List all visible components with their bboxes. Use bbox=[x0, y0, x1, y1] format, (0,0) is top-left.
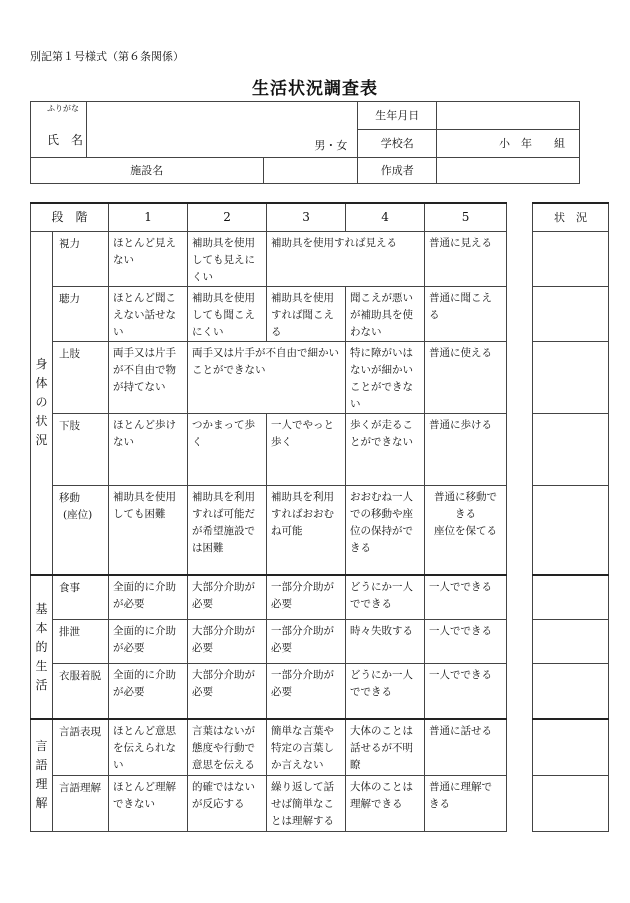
gender-options[interactable]: 男・女 bbox=[314, 139, 348, 152]
level-5-header: 5 bbox=[425, 203, 507, 231]
level-cell[interactable]: 普通に使える bbox=[425, 341, 507, 413]
level-cell[interactable]: おおむね一人での移動や座位の保持ができる bbox=[346, 485, 425, 575]
status-cell[interactable] bbox=[533, 485, 609, 575]
status-cell[interactable] bbox=[533, 775, 609, 831]
status-cell[interactable] bbox=[533, 619, 609, 663]
level-cell[interactable]: 全面的に介助が必要 bbox=[109, 663, 188, 719]
level-cell[interactable]: つかまって歩く bbox=[188, 413, 267, 485]
level-cell[interactable]: 時々失敗する bbox=[346, 619, 425, 663]
level-cell[interactable]: 大体のことは理解できる bbox=[346, 775, 425, 831]
section-title-daily: 基 本 的 生 活 bbox=[31, 575, 53, 719]
table-row bbox=[31, 341, 507, 413]
level-cell[interactable] bbox=[425, 485, 507, 575]
author-field[interactable] bbox=[437, 158, 580, 184]
level-cell[interactable]: 大部分介助が必要 bbox=[188, 663, 267, 719]
level-cell[interactable]: ほとんど歩けない bbox=[109, 413, 188, 485]
level-4-header: 4 bbox=[346, 203, 425, 231]
level-cell[interactable]: 両手又は片手が不自由で細かいことができない bbox=[188, 341, 346, 413]
level-cell[interactable]: 一部分介助が必要 bbox=[267, 619, 346, 663]
survey-table bbox=[30, 202, 507, 832]
level-header: 段 階 bbox=[31, 203, 109, 231]
level-cell[interactable]: 普通に話せる bbox=[425, 719, 507, 775]
level-cell[interactable]: 大部分介助が必要 bbox=[188, 619, 267, 663]
status-cell[interactable] bbox=[533, 719, 609, 775]
level-cell[interactable]: 全面的に介助が必要 bbox=[109, 619, 188, 663]
section-title-language: 言 語 理 解 bbox=[31, 719, 53, 831]
status-cell[interactable] bbox=[533, 575, 609, 619]
form-caption: 別記第１号様式（第６条関係） bbox=[30, 50, 184, 63]
school-label: 学校名 bbox=[358, 130, 437, 158]
table-row bbox=[31, 575, 507, 619]
table-row bbox=[31, 413, 507, 485]
level-3-header: 3 bbox=[267, 203, 346, 231]
level-cell[interactable]: 歩くが走ることができない bbox=[346, 413, 425, 485]
level-cell[interactable]: 特に障がいはないが細かいことができない bbox=[346, 341, 425, 413]
author-label: 作成者 bbox=[358, 158, 437, 184]
level-cell[interactable]: 補助具を使用すれば見える bbox=[267, 231, 425, 286]
row-label-hearing: 聴力 bbox=[53, 286, 109, 341]
level-cell[interactable]: 普通に理解できる bbox=[425, 775, 507, 831]
level-cell[interactable]: 普通に聞こえる bbox=[425, 286, 507, 341]
birthdate-label: 生年月日 bbox=[358, 102, 437, 130]
level-cell[interactable]: 一人でやっと歩く bbox=[267, 413, 346, 485]
level-cell[interactable]: 普通に見える bbox=[425, 231, 507, 286]
row-label-dressing: 衣服着脱 bbox=[53, 663, 109, 719]
level-cell[interactable]: 補助具を使用すれば聞こえる bbox=[267, 286, 346, 341]
level-cell[interactable]: 簡単な言葉や特定の言葉しか言えない bbox=[267, 719, 346, 775]
level-cell[interactable]: 聞こえが悪いが補助具を使わない bbox=[346, 286, 425, 341]
table-row bbox=[31, 286, 507, 341]
facility-field[interactable] bbox=[263, 158, 358, 184]
section-title-body: 身 体 の 状 況 bbox=[31, 231, 53, 575]
level-cell[interactable]: 一人でできる bbox=[425, 663, 507, 719]
row-label-expression: 言語表現 bbox=[53, 719, 109, 775]
row-label-upper-limb: 上肢 bbox=[53, 341, 109, 413]
table-row bbox=[31, 485, 507, 575]
level-1-header: 1 bbox=[109, 203, 188, 231]
level-cell[interactable]: 全面的に介助が必要 bbox=[109, 575, 188, 619]
level-cell[interactable]: 補助具を使用しても見えにくい bbox=[188, 231, 267, 286]
mobility-level-5-line1: 普通に移動できる bbox=[434, 490, 498, 520]
level-cell[interactable]: どうにか一人でできる bbox=[346, 663, 425, 719]
level-cell[interactable]: 言葉はないが態度や行動で意思を伝える bbox=[188, 719, 267, 775]
school-grade: 小 年 組 bbox=[499, 137, 565, 150]
level-2-header: 2 bbox=[188, 203, 267, 231]
name-field[interactable] bbox=[86, 102, 357, 158]
table-row bbox=[31, 719, 507, 775]
level-cell[interactable]: ほとんど見えない bbox=[109, 231, 188, 286]
mobility-label: 移動 bbox=[59, 491, 80, 504]
level-cell[interactable]: 大部分介助が必要 bbox=[188, 575, 267, 619]
status-table bbox=[532, 202, 609, 832]
level-cell[interactable]: ほとんど理解できない bbox=[109, 775, 188, 831]
table-row bbox=[31, 663, 507, 719]
level-cell[interactable]: 一部分介助が必要 bbox=[267, 575, 346, 619]
level-cell[interactable]: 一人でできる bbox=[425, 619, 507, 663]
name-label-cell bbox=[31, 102, 87, 158]
table-row bbox=[31, 775, 507, 831]
level-cell[interactable]: 繰り返して話せば簡単なことは理解する bbox=[267, 775, 346, 831]
status-cell[interactable] bbox=[533, 286, 609, 341]
status-cell[interactable] bbox=[533, 341, 609, 413]
level-cell[interactable]: 一人でできる bbox=[425, 575, 507, 619]
status-cell[interactable] bbox=[533, 663, 609, 719]
row-label-mobility bbox=[53, 485, 109, 575]
table-row bbox=[31, 619, 507, 663]
birthdate-field[interactable] bbox=[437, 102, 580, 130]
level-cell[interactable]: 普通に歩ける bbox=[425, 413, 507, 485]
level-cell[interactable]: 大体のことは話せるが不明瞭 bbox=[346, 719, 425, 775]
row-label-comprehension: 言語理解 bbox=[53, 775, 109, 831]
row-label-vision: 視力 bbox=[53, 231, 109, 286]
furigana-label: ふりがな bbox=[47, 104, 79, 113]
row-label-excretion: 排泄 bbox=[53, 619, 109, 663]
level-cell[interactable]: ほとんど意思を伝えられない bbox=[109, 719, 188, 775]
status-cell[interactable] bbox=[533, 413, 609, 485]
level-cell[interactable]: 一部分介助が必要 bbox=[267, 663, 346, 719]
level-cell[interactable]: 両手又は片手が不自由で物が持てない bbox=[109, 341, 188, 413]
level-cell[interactable]: 補助具を利用すればおおむね可能 bbox=[267, 485, 346, 575]
page-title: 生活状況調査表 bbox=[252, 79, 378, 99]
facility-label: 施設名 bbox=[31, 158, 264, 184]
row-label-lower-limb: 下肢 bbox=[53, 413, 109, 485]
table-row bbox=[31, 231, 507, 286]
mobility-sublabel: (座位) bbox=[63, 508, 93, 521]
status-header: 状 況 bbox=[533, 203, 609, 231]
mobility-level-5-line2: 座位を保てる bbox=[434, 524, 498, 537]
info-table bbox=[30, 101, 580, 184]
row-label-eating: 食事 bbox=[53, 575, 109, 619]
level-cell[interactable]: 補助具を使用しても困難 bbox=[109, 485, 188, 575]
level-cell[interactable]: 的確ではないが反応する bbox=[188, 775, 267, 831]
level-cell[interactable]: 補助具を利用すれば可能だが希望施設では困難 bbox=[188, 485, 267, 575]
level-cell[interactable]: どうにか一人でできる bbox=[346, 575, 425, 619]
school-field[interactable] bbox=[437, 130, 580, 158]
level-cell[interactable]: 補助具を使用しても聞こえにくい bbox=[188, 286, 267, 341]
name-label: 氏 名 bbox=[47, 133, 84, 147]
status-cell[interactable] bbox=[533, 231, 609, 286]
level-cell[interactable]: ほとんど聞こえない話せない bbox=[109, 286, 188, 341]
